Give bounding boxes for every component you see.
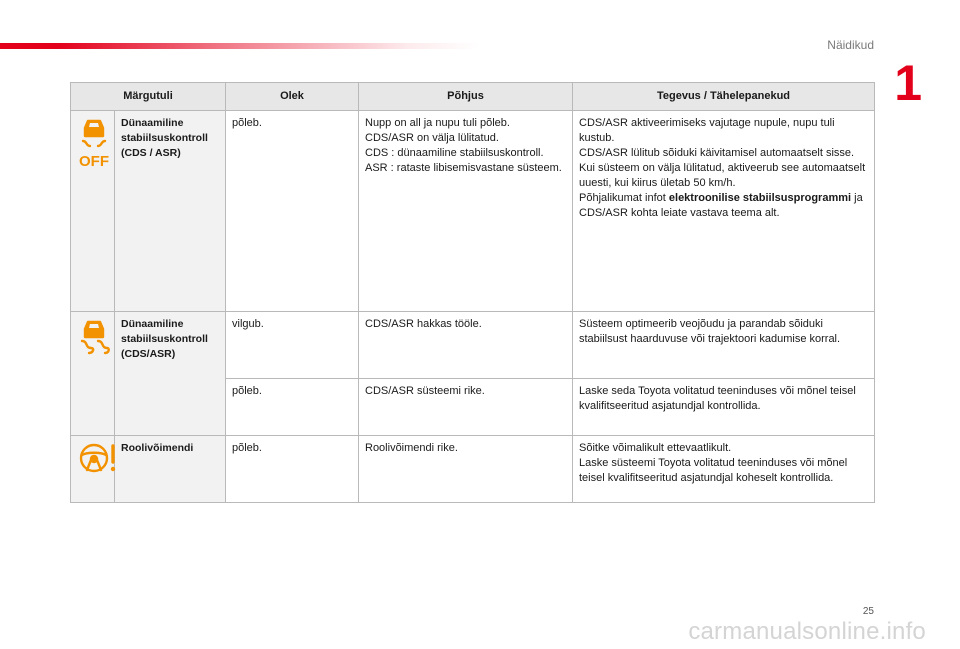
action-cell: Sõitke võimalikult ettevaatlikult. Laske süsteemi Toyota volitatud teeninduses või mõnel teisel kvalifitseeritud asjatundjal koheselt kontrollida. bbox=[573, 436, 875, 503]
table-row bbox=[71, 436, 875, 503]
cause-cell: CDS/ASR hakkas tööle. bbox=[359, 312, 573, 379]
table-row bbox=[71, 312, 875, 379]
section-title: Näidikud bbox=[827, 38, 874, 52]
warning-light-name: Roolivõimendi bbox=[115, 436, 226, 503]
icon-cell bbox=[71, 436, 115, 503]
cds-skid-icon bbox=[77, 317, 108, 357]
state-cell: põleb. bbox=[226, 111, 359, 312]
warning-lights-table bbox=[70, 82, 875, 503]
column-header-tegevus: Tegevus / Tähelepanekud bbox=[573, 83, 875, 111]
cause-cell: Nupp on all ja nupu tuli põleb. CDS/ASR on välja lülitatud. CDS : dünaamiline stabiilsuskontroll. ASR : rataste libisemisvastane süsteem. bbox=[359, 111, 573, 312]
state-cell: põleb. bbox=[226, 436, 359, 503]
column-header-olek: Olek bbox=[226, 83, 359, 111]
state-cell: vilgub. bbox=[226, 312, 359, 379]
state-cell: põleb. bbox=[226, 379, 359, 436]
action-cell: Süsteem optimeerib veojõudu ja parandab sõiduki stabiilsust haarduvuse või trajektoori kadumise korral. bbox=[573, 312, 875, 379]
watermark: carmanualsonline.info bbox=[688, 618, 926, 645]
action-cell bbox=[573, 111, 875, 312]
action-cell: Laske seda Toyota volitatud teeninduses või mõnel teisel kvalifitseeritud asjatundjal kontrollida. bbox=[573, 379, 875, 436]
chapter-number: 1 bbox=[894, 55, 922, 111]
cds-off-warning-icon bbox=[77, 116, 108, 170]
cause-cell: Roolivõimendi rike. bbox=[359, 436, 573, 503]
column-header-pohjus: Põhjus bbox=[359, 83, 573, 111]
action-text: CDS/ASR aktiveerimiseks vajutage nupule, nupu tuli kustub. CDS/ASR lülitub sõiduki käivitamisel automaatselt sisse. Kui süsteem on välja lülitatud, aktiveerub see automaatselt uuesti, kui kiirus ületab 50 km/h. Põhjalikumat infot bbox=[579, 117, 866, 204]
action-text-after: ja CDS/ASR kohta leiate vastava teema alt. bbox=[579, 192, 863, 219]
warning-light-name: Dünaamiline stabiilsuskontroll (CDS/ASR) bbox=[115, 312, 226, 436]
column-header-margutuli: Märgutuli bbox=[71, 83, 226, 111]
table-header-row bbox=[71, 83, 875, 111]
svg-text:OFF: OFF bbox=[79, 153, 109, 170]
page-number: 25 bbox=[862, 606, 874, 617]
warning-light-name: Dünaamiline stabiilsuskontroll (CDS / ASR) bbox=[115, 111, 226, 312]
steering-wheel-warning-icon bbox=[77, 441, 108, 475]
cause-cell: CDS/ASR süsteemi rike. bbox=[359, 379, 573, 436]
header-red-bar bbox=[0, 43, 480, 49]
icon-cell bbox=[71, 312, 115, 436]
table-row bbox=[71, 111, 875, 312]
icon-cell bbox=[71, 111, 115, 312]
action-bold-reference: elektroonilise stabiilsusprogrammi bbox=[668, 192, 852, 204]
